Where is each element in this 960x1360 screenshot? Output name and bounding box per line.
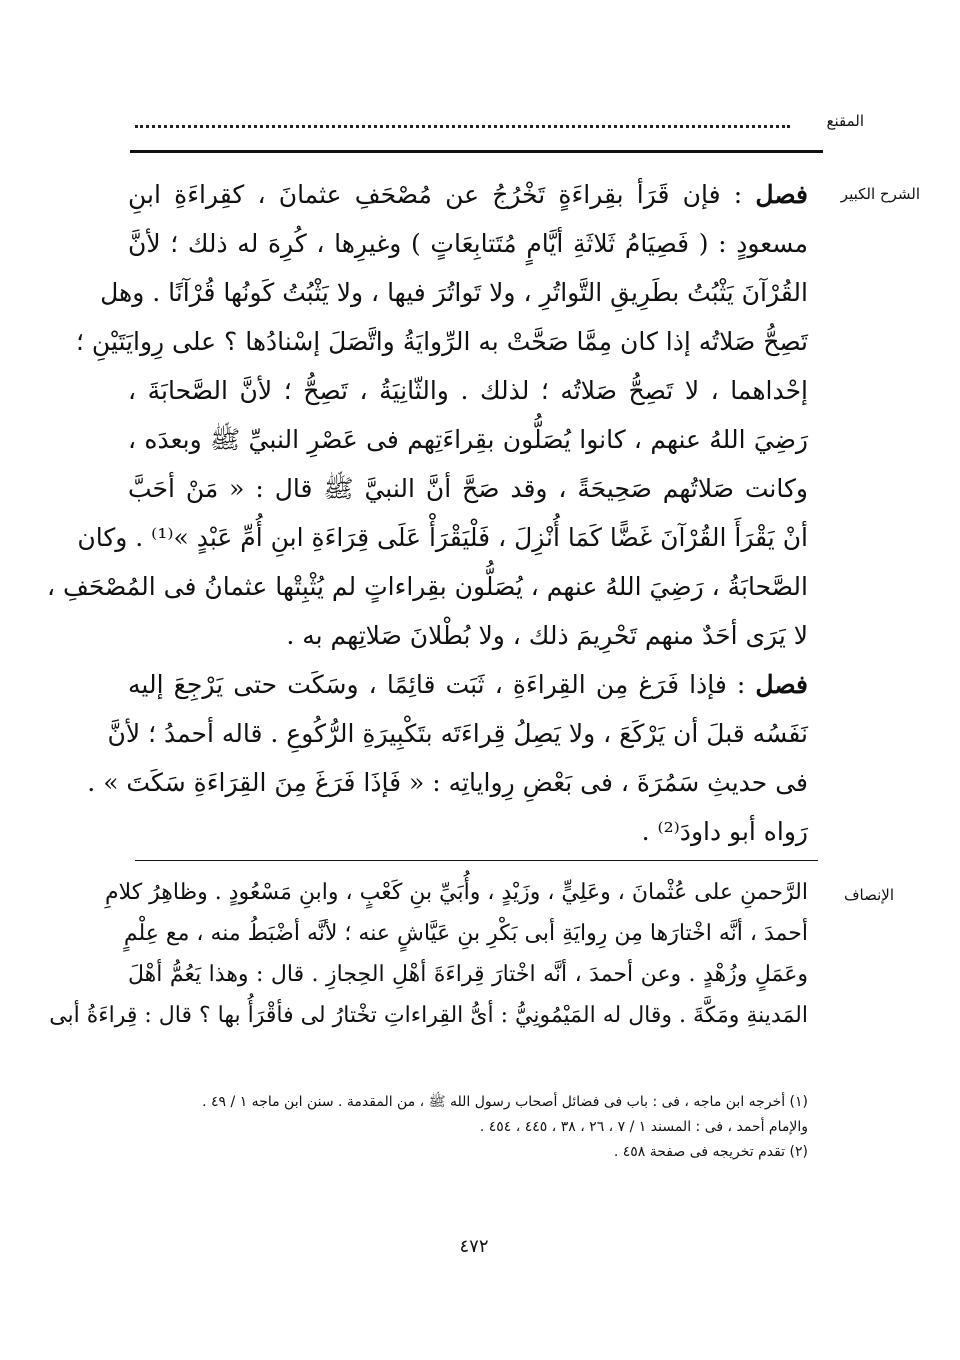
sharh-line: أنْ يَقْرَأَ القُرْآنَ غَضًّا كَمَا أُنْزِلَ ، فَلْيَقْرَأْ عَلَى قِرَاءَةِ ابنِ أُمِّ عَبْدٍ »⁽¹⁾ . وكان [77,523,808,552]
insaf-separator-rule [135,860,818,861]
footnote-line: (١) أخرجه ابن ماجه ، فى : باب فى فضائل أصحاب رسول الله ﷺ ، من المقدمة . سنن ابن ماجه ١ / ٤٩ . [202,1094,808,1110]
sharh-line: رَواه أبو داودَ⁽²⁾ . [641,817,808,846]
insaf-line: وعَمَلٍ وزُهْدٍ . وعن أحمدَ ، أنَّه اخْتارَ قِراءَةَ أهْلِ الحِجازِ . قال : وهذا يَعُمُّ أهْلَ [128,962,808,987]
sharh-line: القُرْآنَ يَثْبُتُ بطَرِيقِ التَّواتُرِ ، ولا تَواتُرَ فيها ، ولا يَثْبُتُ كَونُها قُرْآنًا . وهل [100,278,808,307]
insaf-line: المَدينةِ ومَكَّةَ . وقال له المَيْمُونِيُّ : أىُّ القِراءاتِ تخْتارُ لى فأقْرَأُ بها ؟ قال : قِراءَةُ أبى [49,1003,808,1028]
sharh-text-block [46,170,808,856]
sharh-line: رَضِيَ اللهُ عنهم ، كانوا يُصَلُّون بقِراءَتِهم فى عَصْرِ النبيِّ ﷺ وبعدَه ، [128,425,808,454]
insaf-line: الرَّحمنِ على عُثْمانَ ، وعَلِيٍّ ، وزَيْدٍ ، وأُبَيِّ بنِ كَعْبٍ ، وابنِ مَسْعُودٍ . وظاهِرُ كلامِ [104,880,808,905]
sharh-side-label: الشرح الكبير [840,185,920,203]
insaf-side-label: الإنصاف [843,886,894,904]
book-title-header: المقنع [826,112,864,130]
sharh-line: إحْداهما ، لا تَصِحُّ صَلاتُه ؛ لذلك . والثّانِيَةُ ، تَصِحُّ ؛ لأنَّ الصَّحابَةَ ، [128,376,808,405]
insaf-text-block [49,872,808,1036]
sharh-line: لا يَرَى أحَدٌ منهم تَحْرِيمَ ذلك ، ولا بُطْلانَ صَلاتِهم به . [286,621,808,650]
sharh-line: فى حديثِ سَمُرَةَ ، فى بَعْضِ رِواياتِه : « فَإذَا فَرَغَ مِنَ القِرَاءَةِ سَكَتَ » . [87,768,808,797]
section-keyword: فصل [755,180,808,209]
sharh-line: فصل : فإذا فَرَغ مِن القِراءَةِ ، ثَبَت قائِمًا ، وسَكَت حتى يَرْجِعَ إليه [128,670,808,699]
sharh-line: تَصِحُّ صَلاتُه إذا كان مِمَّا صَحَّتْ به الرِّوايَةُ واتَّصَلَ إسْنادُها ؟ على رِوايَتَيْنِ ؛ [76,327,808,356]
sharh-line: فصل : فإن قَرَأ بقِراءَةٍ تَخْرُجُ عن مُصْحَفِ عثمانَ ، كقِراءَةِ ابنِ [128,180,808,209]
insaf-line: أحمدَ ، أنَّه اخْتارَها مِن رِوايَةِ أبى بَكْرِ بنِ عَيَّاشٍ عنه ؛ لأنَّه أضْبَطُ منه ، مع عِلْمٍ [123,921,808,946]
sharh-line: مسعودٍ : ( فَصِيَامُ ثَلاثَةِ أيَّامٍ مُتَتابِعَاتٍ ) وغيرِها ، كُرِهَ له ذلك ؛ لأنَّ [128,229,808,258]
sharh-line: نَفَسُه قبلَ أن يَرْكَعَ ، ولا يَصِلُ قِراءَتَه بتَكْبِيرَةِ الرُّكُوعِ . قاله أحمدُ ؛ لأنَّ [107,719,808,748]
footnotes-block [130,1090,808,1165]
section-keyword: فصل [755,670,808,699]
footnote-line: والإمام أحمد ، فى : المسند ١ / ٧ ، ٢٦ ، ٣٨ ، ٤٤٥ ، ٤٥٤ . [479,1119,808,1135]
footnote-line: (٢) تقدم تخريجه فى صفحة ٤٥٨ . [613,1144,808,1160]
sharh-line: الصَّحابَةُ ، رَضِيَ اللهُ عنهم ، يُصَلُّون بقِراءاتٍ لم يُثْبِتْها عثمانُ فى المُصْحَفِ ، [46,572,808,601]
header-thick-rule [130,150,823,153]
sharh-line: وكانت صَلاتُهم صَحِيحَةً ، وقد صَحَّ أنَّ النبيَّ ﷺ قال : « مَنْ أحَبَّ [128,474,808,503]
page-number: ٤٧٢ [459,1236,489,1257]
header-dotted-rule [135,125,790,128]
